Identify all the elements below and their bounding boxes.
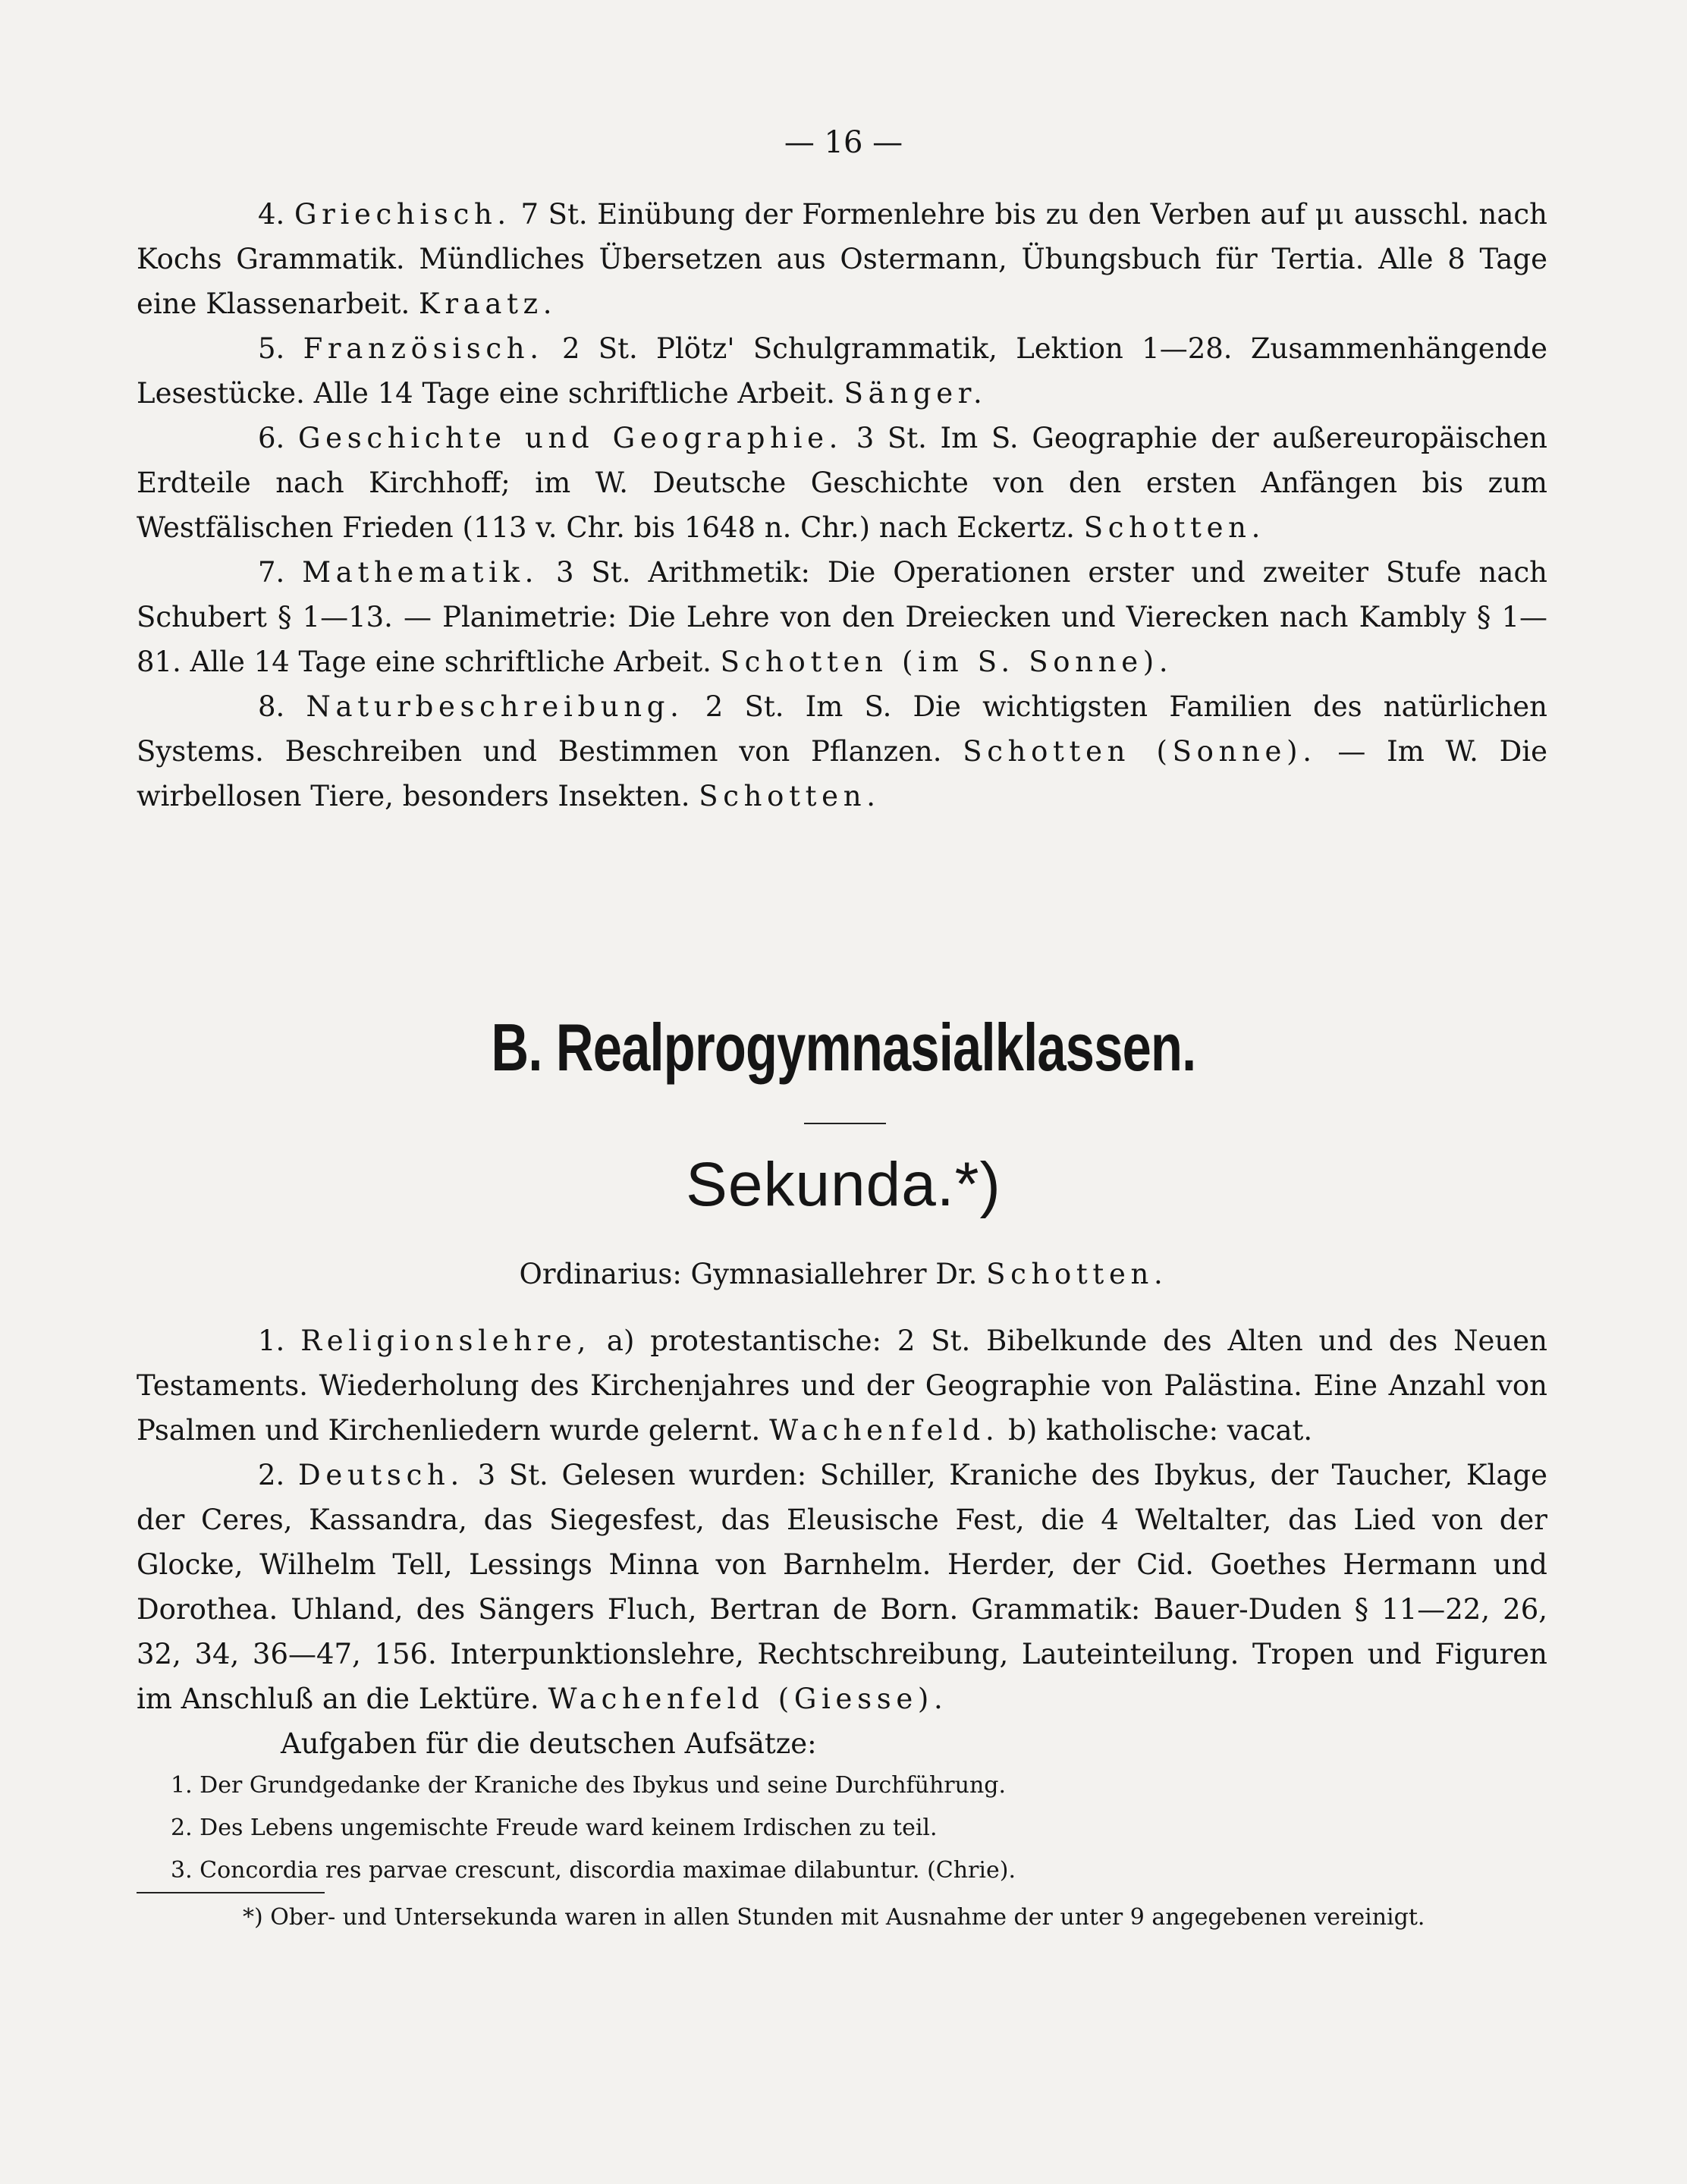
paragraph-mathematik: 7. Mathematik. 3 St. Arithmetik: Die Operationen erster und zweiter Stufe nach Schubert § 1—13. — Planimetrie: Die Lehre von den Dreiecken und Vierecken nach Kambly § 1—81. Alle 14 Tage eine schriftliche Arbeit. Schotten (im S. Sonne). — [137, 556, 1547, 678]
list-item: 1. Der Grundgedanke der Kraniche des Ibykus und seine Durchführung. — [171, 1772, 1007, 1799]
subject-title: Geschichte und Geographie. — [297, 422, 844, 454]
paragraph-geschichte: 6. Geschichte und Geographie. 3 St. Im S. Geographie der außereuropäischen Erdteile nach Kirchhoff; im W. Deutsche Geschichte von den ersten Anfängen bis zum Westfälischen Frieden (113 v. Chr. bis 1648 n. Chr.) nach Eckertz. Schotten. — [137, 422, 1548, 544]
bottom-section — [137, 1318, 1547, 1766]
heading-divider — [804, 1123, 886, 1124]
subject-title: Griechisch. — [294, 198, 511, 231]
subject-title: Französisch. — [303, 332, 544, 365]
ordinarius-line: Ordinarius: Gymnasiallehrer Dr. Schotten. — [519, 1258, 1168, 1290]
teacher-name: Schotten (Sonne). — [963, 735, 1317, 768]
subject-title: Naturbeschreibung. — [306, 690, 684, 723]
subject-title: Mathematik. — [302, 556, 539, 589]
page-number: — 16 — — [784, 125, 903, 160]
paragraph-naturbeschreibung: 8. Naturbeschreibung. 2 St. Im S. Die wichtigsten Familien des natürlichen Systems. Beschreiben und Bestimmen von Pflanzen. Schotten (Sonne). — Im W. Die wirbellosen Tiere, besonders Insekten. Schotten. — [137, 690, 1548, 812]
essays-heading: Aufgaben für die deutschen Aufsätze: — [281, 1727, 817, 1760]
teacher-name: Wachenfeld. — [769, 1414, 1000, 1447]
subject-title: Deutsch. — [298, 1459, 464, 1491]
top-section — [137, 192, 1547, 819]
teacher-name: Schotten. — [699, 780, 881, 812]
teacher-name: Wachenfeld (Giesse). — [548, 1683, 948, 1715]
class-heading: Sekunda.*) — [686, 1150, 1001, 1219]
paragraph-franzoesisch: 5. Französisch. 2 St. Plötz' Schulgrammatik, Lektion 1—28. Zusammenhängende Lesestücke. Alle 14 Tage eine schriftliche Arbeit. Sänger. — [137, 332, 1548, 410]
paragraph-griechisch: 4. Griechisch. 7 St. Einübung der Formenlehre bis zu den Verben auf μι ausschl. nach Kochs Grammatik. Mündliches Übersetzen aus Ostermann, Übungsbuch für Tertia. Alle 8 Tage eine Klassenarbeit. Kraatz. — [137, 198, 1547, 320]
subject-title: Religionslehre, — [300, 1325, 592, 1357]
footnote: *) Ober- und Untersekunda waren in allen Stunden mit Ausnahme der unter 9 angegebenen vereinigt. — [243, 1904, 1425, 1931]
teacher-name: Sänger. — [844, 377, 988, 410]
paragraph-religionslehre: 1. Religionslehre, a) protestantische: 2 St. Bibelkunde des Alten und des Neuen Testaments. Wiederholung des Kirchenjahres und der Geographie von Palästina. Eine Anzahl von Psalmen und Kirchenliedern wurde gelernt. Wachenfeld. b) katholische: vacat. — [137, 1325, 1548, 1447]
list-item: 2. Des Lebens ungemischte Freude ward keinem Irdischen zu teil. — [171, 1815, 938, 1841]
footnote-divider — [137, 1892, 325, 1893]
section-heading: B. Realprogymnasialklassen. — [491, 1010, 1196, 1085]
paragraph-deutsch: 2. Deutsch. 3 St. Gelesen wurden: Schiller, Kraniche des Ibykus, der Taucher, Klage der Ceres, Kassandra, das Siegesfest, das Eleusische Fest, die 4 Weltalter, das Lied von der Glocke, Wilhelm Tell, Lessings Minna von Barnhelm. Herder, der Cid. Goethes Hermann und Dorothea. Uhland, des Sängers Fluch, Bertran de Born. Grammatik: Bauer-Duden § 11—22, 26, 32, 34, 36—47, 156. Interpunktionslehre, Rechtschreibung, Lauteinteilung. Tropen und Figuren im Anschluß an die Lektüre. Wachenfeld (Giesse). — [137, 1459, 1548, 1715]
teacher-name: Schotten (im S. Sonne). — [720, 646, 1173, 678]
essay-list — [171, 1764, 1460, 1892]
list-item: 3. Concordia res parvae crescunt, discordia maximae dilabuntur. (Chrie). — [171, 1857, 1016, 1884]
teacher-name: Kraatz. — [419, 288, 558, 320]
ordinarius-name: Schotten. — [986, 1258, 1168, 1290]
teacher-name: Schotten. — [1083, 511, 1266, 544]
